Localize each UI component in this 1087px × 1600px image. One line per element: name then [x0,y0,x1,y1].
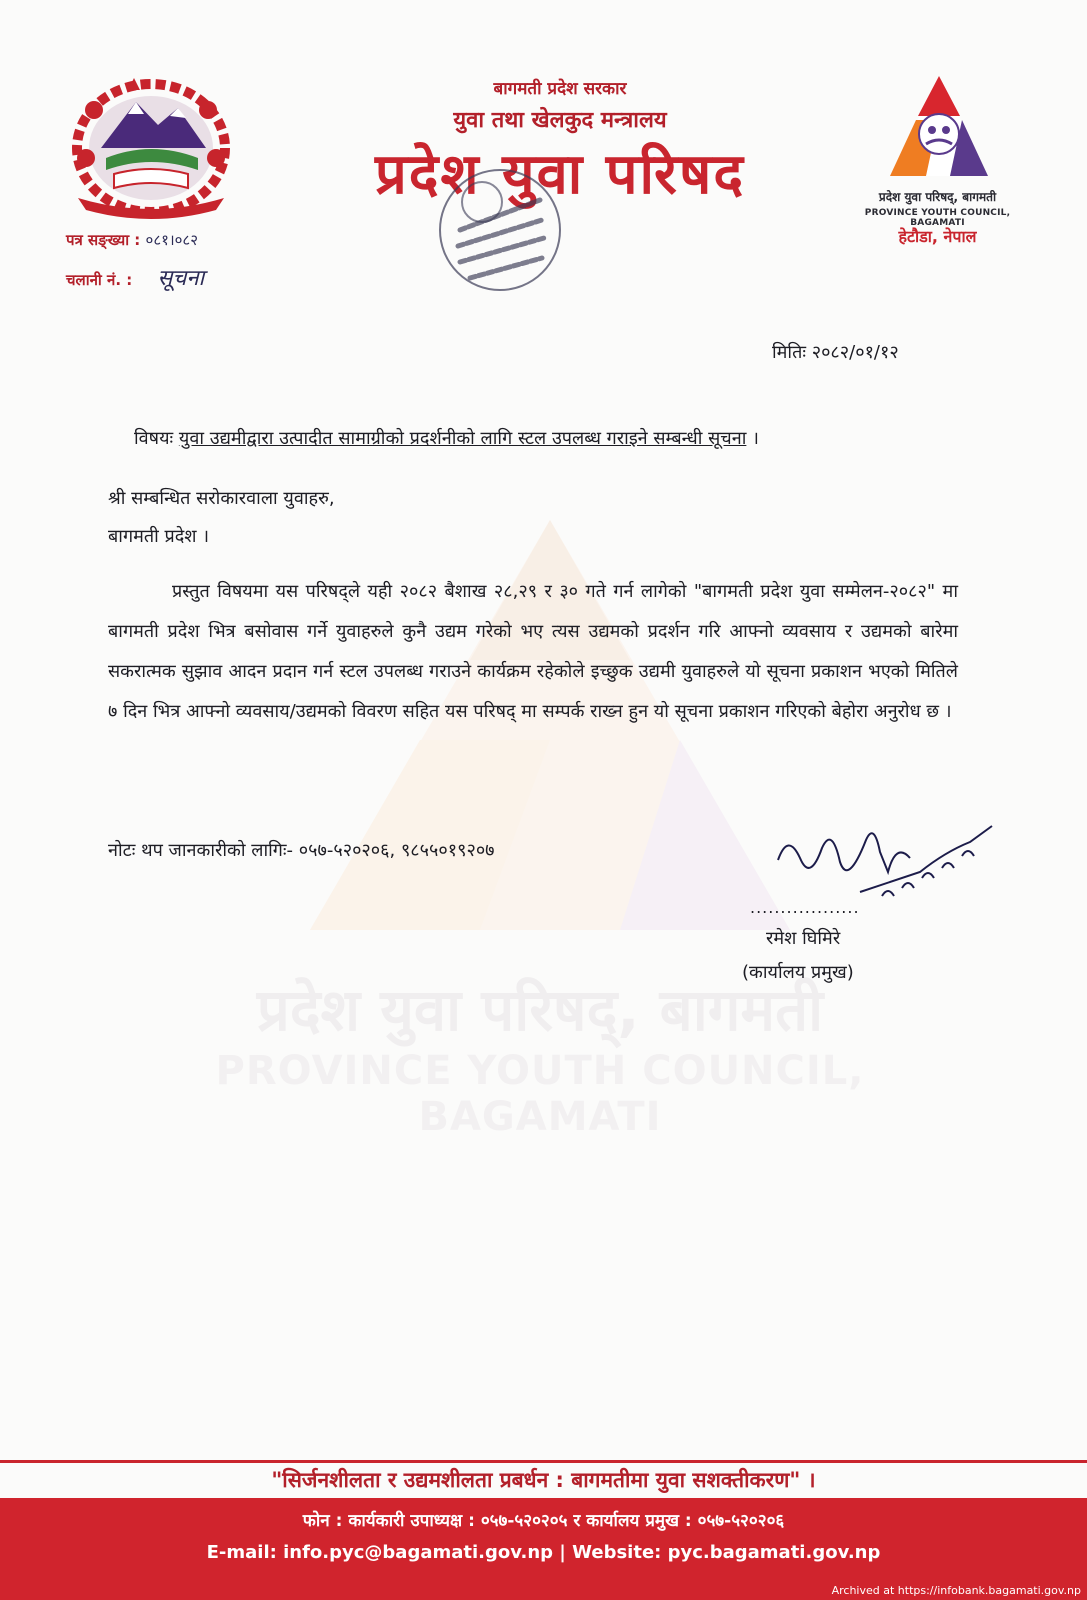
reference-label: पत्र सङ्ख्या : [66,231,141,249]
letter-subject [134,426,759,450]
logo-name-en: PROVINCE YOUTH COUNCIL, BAGAMATI [864,208,1011,228]
addressee-line-1: श्री सम्बन्धित सरोकारवाला युवाहरु, [108,488,335,509]
subject-end: । [752,428,759,449]
office-stamp-icon [430,160,570,300]
footer-contact: E-mail: info.pyc@bagamati.gov.np | Website: pyc.bagamati.gov.np [206,1542,881,1563]
watermark-name-np: प्रदेश युवा परिषद्, बागमती [256,976,824,1044]
logo-name-np: प्रदेश युवा परिषद्, बागमती [878,190,997,204]
dispatch-value: सूचना [157,266,205,291]
letter-body-text: प्रस्तुत विषयमा यस परिषद्ले यही २०८२ बैशाख २८,२९ र ३० गते गर्न लागेको "बागमती प्रदेश युवा सम्मेलन-२०८२" मा बागमती प्रदेश भित्र बसोवास गर्ने युवाहरुले कुनै उद्यम गरेको भए त्यस उद्यमको प्रदर्शन गरि आफ्नो व्यवसाय र उद्यमको बारेमा सकरात्मक सुझाव आदन प्रदान गर्न स्टल उपलब्ध गराउने कार्यक्रम रहेकोले इच्छुक उद्यमी युवाहरुले यो सूचना प्रकाशन भएको मितिले ७ दिन भित्र आफ्नो व्यवसाय/उद्यमको विवरण सहित यस परिषद् मा सम्पर्क राख्न हुन यो सूचना प्रकाशन गरिएको बेहोरा अनुरोध छ । [108,581,958,722]
subject-label: विषयः [134,428,174,449]
signer-name: रमेश घिमिरे [766,928,841,949]
dispatch-label: चलानी नं. : [66,271,133,289]
logo-location: हेटौडा, नेपाल [898,227,977,246]
youth-council-logo-icon [886,72,992,180]
footer-slogan: "सिर्जनशीलता र उद्यमशीलता प्रबर्धन : बागमतीमा युवा सशक्तीकरण" । [271,1468,816,1492]
dispatch-number [66,262,204,292]
header-title: प्रदेश युवा परिषद [374,142,746,207]
letter-date: मितिः २०८२/०१/१२ [772,342,899,363]
signer-title: (कार्यालय प्रमुख) [742,962,854,983]
header-government: बागमती प्रदेश सरकार [493,79,627,99]
reference-value: ०८१।०८२ [145,231,199,249]
footer-phones: फोन : कार्यकारी उपाध्यक्ष : ०५७-५२०२०५ र कार्यालय प्रमुख : ०५७-५२०२०६ [302,1511,785,1531]
signature-line: .................. [750,898,860,917]
subject-text: युवा उद्यमीद्वारा उत्पादीत सामाग्रीको प्रदर्शनीको लागि स्टल उपलब्ध गराइने सम्बन्धी सूचना [178,428,747,449]
reference-number [66,230,198,250]
addressee-line-2: बागमती प्रदेश । [108,526,210,547]
archive-note: Archived at https://infobank.bagamati.gov.np [831,1584,1081,1597]
header-ministry: युवा तथा खेलकुद मन्त्रालय [453,108,667,133]
nepal-emblem-icon [66,70,236,220]
letter-body [108,572,958,732]
signature-icon [770,812,1000,912]
watermark-name-en: PROVINCE YOUTH COUNCIL, BAGAMATI [215,1048,865,1140]
footer-divider [0,1460,1087,1463]
contact-note: नोटः थप जानकारीको लागिः- ०५७-५२०२०६, ९८५५०१९२०७ [108,840,495,861]
